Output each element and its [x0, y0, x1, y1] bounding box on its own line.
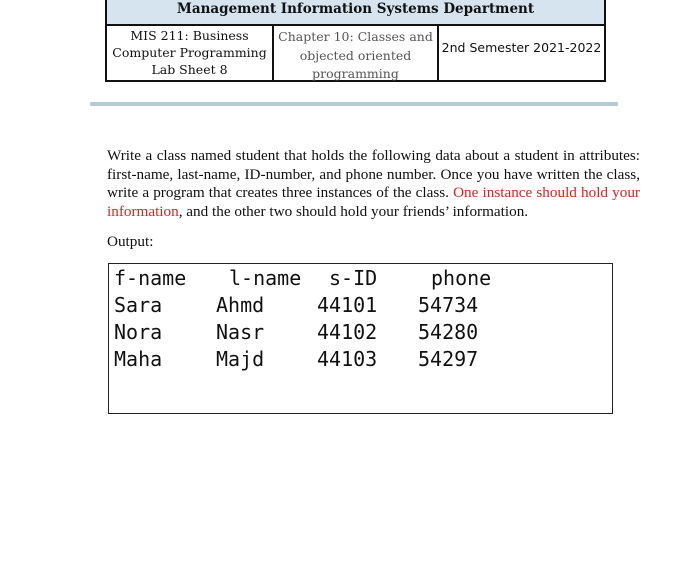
course-cell — [107, 26, 274, 80]
header-cell: l-name — [229, 266, 302, 290]
horizontal-divider — [90, 102, 618, 106]
output-cell: 54297 — [418, 347, 479, 371]
task-text: Write a class named student that holds the following data about a student in attributes: first-name, last-name, ID-number, and phone number. Once you have written the class, write a program that creates three instances of the class. — [107, 147, 640, 202]
output-row — [109, 293, 612, 320]
semester-cell: 2nd Semester 2021-2022 — [441, 40, 602, 55]
course-line: Lab Sheet 8 — [151, 62, 228, 77]
output-cell: 54280 — [418, 320, 479, 344]
output-cell: 54734 — [418, 293, 479, 317]
output-cell: Nora — [114, 320, 163, 344]
output-console — [108, 263, 613, 414]
header-cell: s-ID — [329, 266, 378, 290]
output-cell: Maha — [114, 347, 163, 371]
chapter-cell — [274, 26, 439, 80]
course-line: Computer Programming — [112, 45, 267, 60]
output-cell: 44101 — [317, 293, 378, 317]
header-table — [105, 0, 606, 82]
output-header-row — [109, 266, 612, 293]
output-cell: Sara — [114, 293, 163, 317]
course-line: MIS 211: Business — [130, 28, 249, 43]
department-title: Management Information Systems Department — [107, 0, 604, 26]
output-label: Output: — [107, 233, 154, 250]
output-cell: Nasr — [216, 320, 265, 344]
output-cell: 44102 — [317, 320, 378, 344]
output-cell: Ahmd — [216, 293, 265, 317]
output-row — [109, 320, 612, 347]
header-info-row — [107, 26, 604, 80]
task-description — [107, 147, 640, 221]
chapter-line: Chapter 10: Classes and — [278, 29, 433, 44]
task-text-end: , and the other two should hold your friends’ information. — [178, 202, 529, 220]
output-cell: 44103 — [317, 347, 378, 371]
header-cell: f-name — [114, 266, 187, 290]
output-cell: Majd — [216, 347, 265, 371]
chapter-line: programming — [312, 66, 399, 81]
output-row — [109, 347, 612, 374]
chapter-line: objected oriented — [299, 47, 412, 63]
header-cell: phone — [431, 266, 492, 290]
task-highlight: One instance should hold your information — [107, 184, 640, 220]
